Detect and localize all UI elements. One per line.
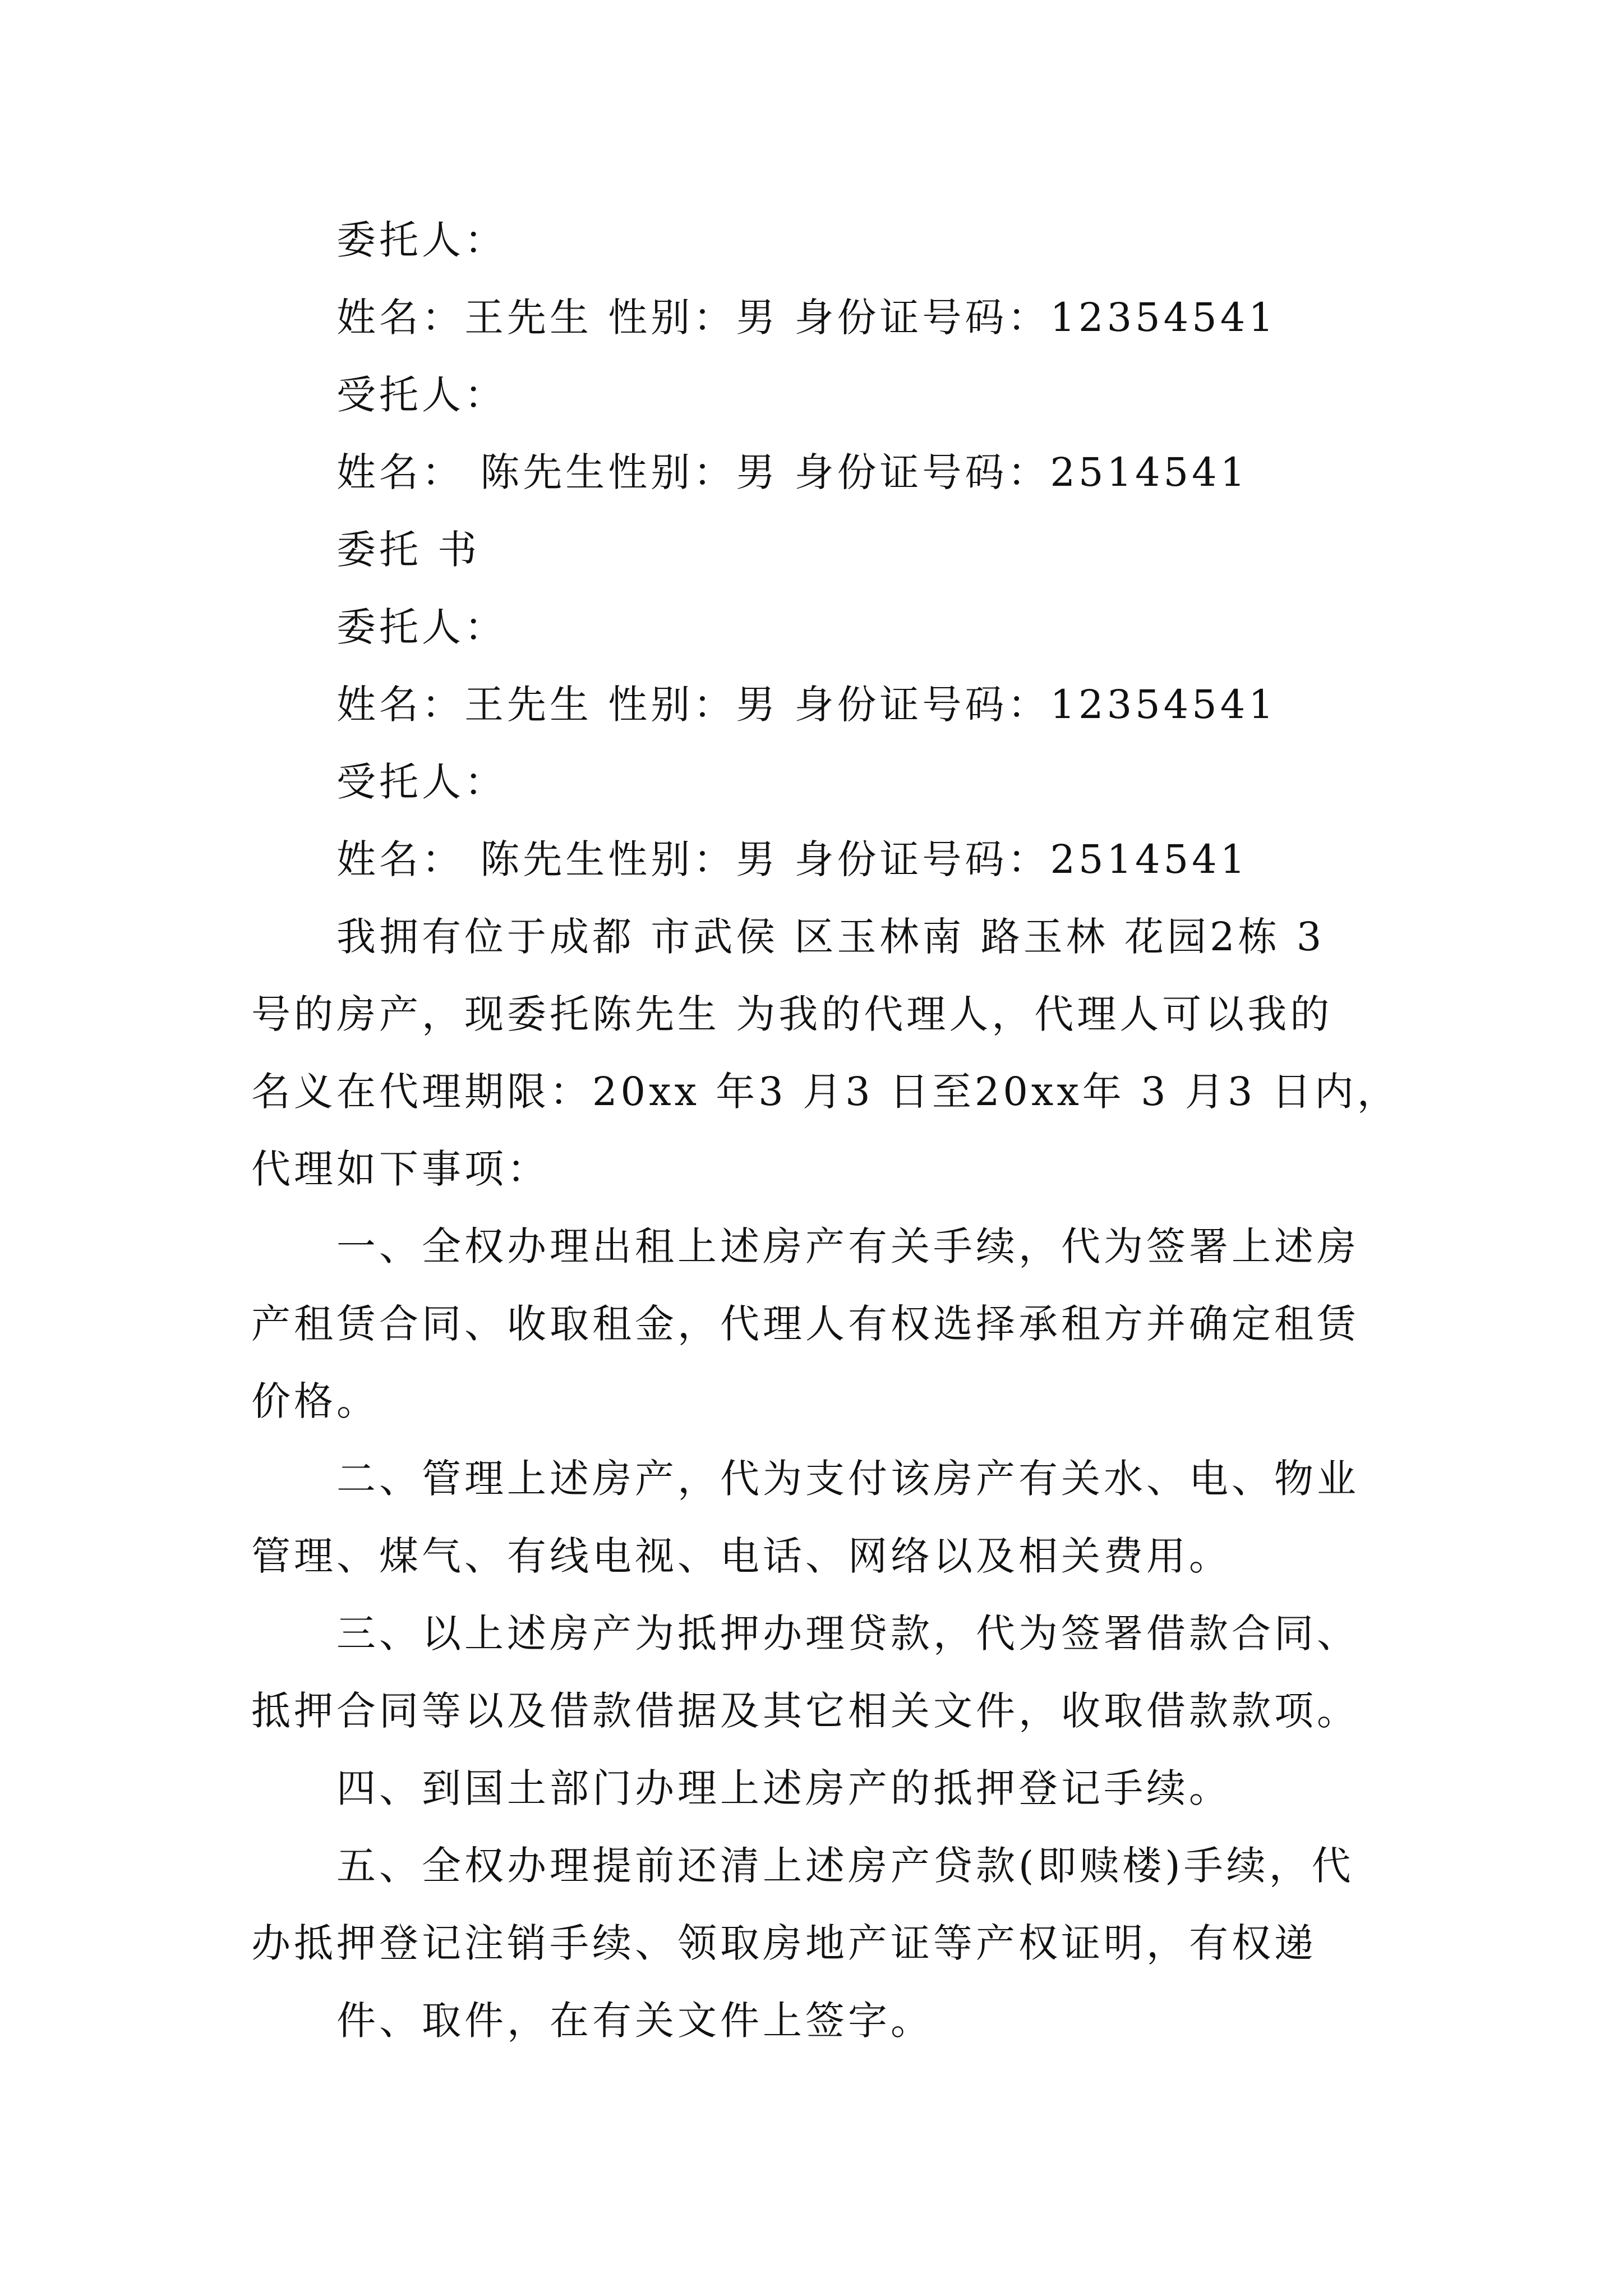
paragraph-property-line-2: 号的房产，现委托陈先生 为我的代理人，代理人可以我的 xyxy=(251,991,1333,1037)
principal-heading: 委托人： xyxy=(336,217,507,263)
item-1-line-1: 一、全权办理出租上述房产有关手续，代为签署上述房 xyxy=(336,1223,1359,1269)
item-4-line-1: 四、到国土部门办理上述房产的抵押登记手续。 xyxy=(336,1765,1232,1811)
paragraph-property-line-1: 我拥有位于成都 市武侯 区玉林南 路玉林 花园2栋 3 xyxy=(336,914,1325,960)
item-3-line-2: 抵押合同等以及借款借据及其它相关文件，收取借款款项。 xyxy=(251,1688,1359,1734)
item-2-line-2: 管理、煤气、有线电视、电话、网络以及相关费用。 xyxy=(251,1533,1232,1579)
agent-info-2: 姓名： 陈先生性别：男 身份证号码：2514541 xyxy=(336,836,1249,882)
principal-info-2: 姓名：王先生 性别：男 身份证号码：12354541 xyxy=(336,682,1277,728)
item-5-line-2: 办抵押登记注销手续、领取房地产证等产权证明，有权递 xyxy=(251,1920,1317,1966)
paragraph-property-line-4: 代理如下事项： xyxy=(251,1146,550,1192)
agent-heading: 受托人： xyxy=(336,372,507,418)
item-1-line-2: 产租赁合同、收取租金，代理人有权选择承租方并确定租赁 xyxy=(251,1301,1359,1347)
paragraph-property-line-3: 名义在代理期限：20xx 年3 月3 日至20xx年 3 月3 日内， xyxy=(251,1069,1400,1115)
agent-info: 姓名： 陈先生性别：男 身份证号码：2514541 xyxy=(336,449,1249,495)
item-3-line-1: 三、以上述房产为抵押办理贷款，代为签署借款合同、 xyxy=(336,1611,1359,1657)
item-1-line-3: 价格。 xyxy=(251,1378,379,1424)
item-5-line-3: 件、取件，在有关文件上签字。 xyxy=(336,1998,933,2044)
agent-heading-2: 受托人： xyxy=(336,759,507,805)
document-title: 委托 书 xyxy=(336,527,481,573)
principal-info: 姓名：王先生 性别：男 身份证号码：12354541 xyxy=(336,295,1277,341)
item-5-line-1: 五、全权办理提前还清上述房产贷款(即赎楼)手续，代 xyxy=(336,1843,1354,1889)
principal-heading-2: 委托人： xyxy=(336,604,507,650)
item-2-line-1: 二、管理上述房产，代为支付该房产有关水、电、物业 xyxy=(336,1456,1359,1502)
